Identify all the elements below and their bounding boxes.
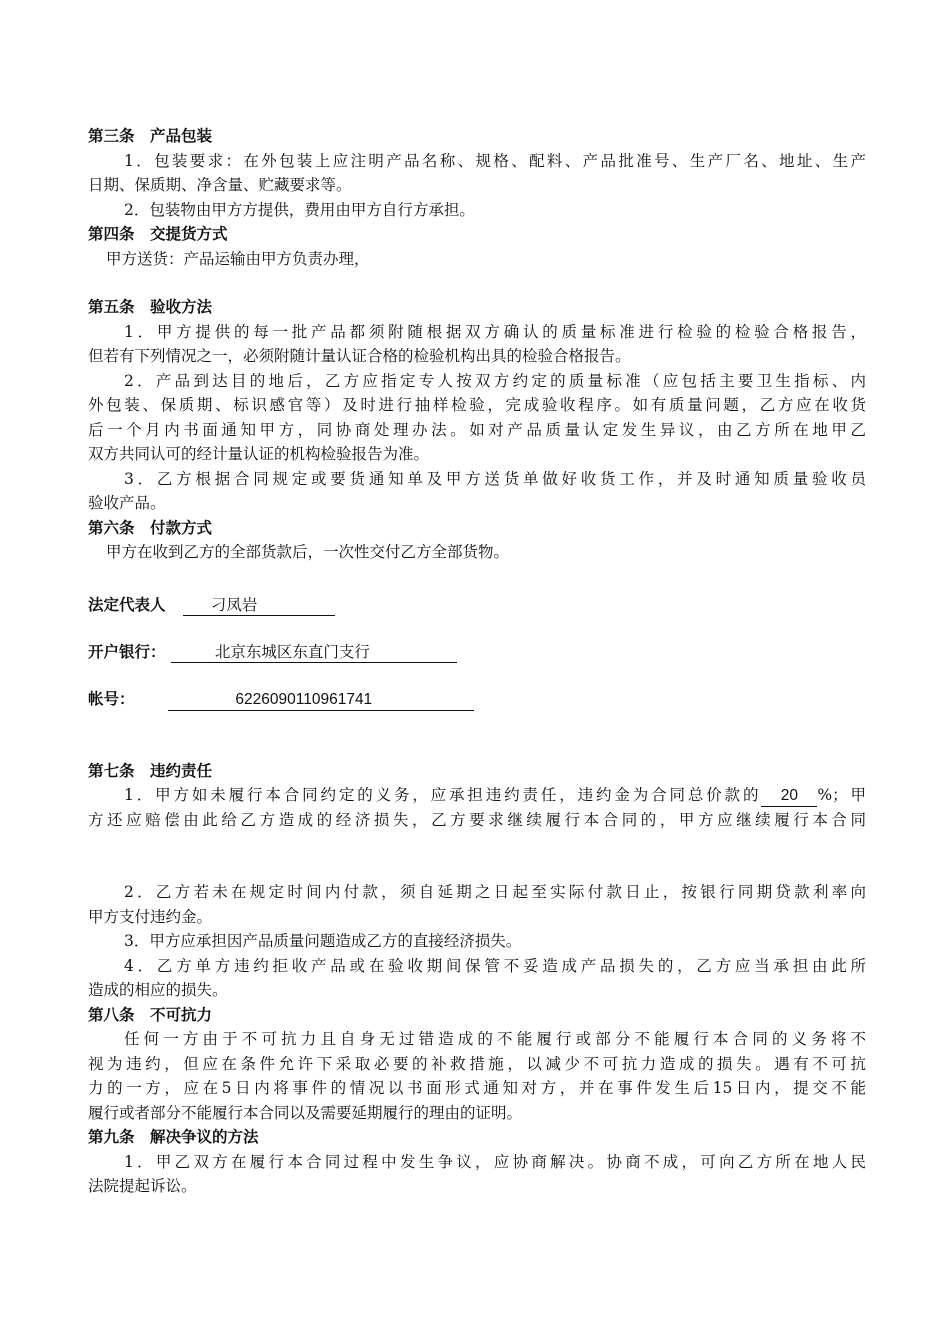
article-7-item-4-line-2: 造成的相应的损失。 [88,981,228,999]
article-5-item-1-line-1: 1．甲方提供的每一批产品都须附随根据双方确认的质量标准进行检验的检验合格报告， [124,322,866,341]
spacer [88,832,866,880]
article-7-heading: 第七条 违约责任 [88,761,213,780]
article-7-item-1-text-tail: %；甲 [817,786,866,804]
article-8-line-3: 力的一方，应在5日内将事件的情况以书面形式通知对方，并在事件发生后15日内，提交不能 [88,1079,866,1097]
article-6-heading: 第六条 付款方式 [88,518,213,537]
article-8-line-4: 履行或者部分不能履行本合同以及需要延期履行的理由的证明。 [88,1103,523,1122]
article-7-item-2-line-1: 2．乙方若未在规定时间内付款，须自延期之日起至实际付款日止，按银行同期贷款利率向 [124,883,866,901]
bank-label: 开户银行： [88,642,166,661]
article-5-item-1-line-2: 但若有下列情况之一，必须附随计量认证合格的检验机构出具的检验合格报告。 [88,347,631,365]
legal-representative-value: 刁凤岩 [183,595,335,616]
article-7-item-3: 3．甲方应承担因产品质量问题造成乙方的直接经济损失。 [124,932,522,950]
article-5-item-3-line-2: 验收产品。 [88,494,166,512]
account-label: 帐号： [88,689,135,708]
article-7-item-2-line-2: 甲方支付违约金。 [88,907,213,926]
article-4-heading: 第四条 交提货方式 [88,225,228,243]
article-5-heading: 第五条 验收方法 [88,298,213,316]
spacer [88,711,866,759]
article-6-paragraph: 甲方在收到乙方的全部货款后，一次性交付乙方全部货物。 [106,543,510,561]
article-5-item-2-line-2: 外包装、保质期、标识感官等）及时进行抽样检验，完成验收程序。如有质量问题，乙方应在收货 [88,396,866,414]
legal-representative-label: 法定代表人 [88,595,166,614]
spacer [88,617,866,640]
article-7-item-4-line-1: 4．乙方单方违约拒收产品或在验收期间保管不妥造成产品损失的，乙方应当承担由此所 [124,956,866,975]
article-9-item-1-line-1: 1．甲乙双方在履行本合同过程中发生争议，应协商解决。协商不成，可向乙方所在地人民 [124,1152,866,1171]
legal-representative-row [88,593,866,617]
article-8-line-1: 任何一方由于不可抗力且自身无过错造成的不能履行或部分不能履行本合同的义务将不 [124,1030,866,1048]
bank-value: 北京东城区东直门支行 [171,642,457,663]
contract-body [88,124,866,1199]
account-value: 6226090110961741 [168,690,474,711]
spacer [88,565,866,593]
bank-row [88,640,866,664]
article-8-heading: 第八条 不可抗力 [88,1005,213,1024]
article-5-item-2-line-3: 后一个月内书面通知甲方，同协商处理办法。如对产品质量认定发生异议，由乙方所在地甲乙 [88,420,866,439]
article-9-heading: 第九条 解决争议的方法 [88,1128,259,1146]
article-7-item-1-line-1 [88,783,866,808]
article-5-item-2-line-1: 2．产品到达目的地后，乙方应指定专人按双方约定的质量标准（应包括主要卫生指标、内 [124,371,866,390]
article-9-item-1-line-2: 法院提起诉讼。 [88,1177,197,1195]
article-7-item-1-line-2: 方还应赔偿由此给乙方造成的经济损失，乙方要求继续履行本合同的，甲方应继续履行本合同 [88,810,866,829]
article-5-item-3-line-1: 3．乙方根据合同规定或要货通知单及甲方送货单做好收货工作，并及时通知质量验收员 [124,469,866,488]
article-8-line-2: 视为违约，但应在条件允许下采取必要的补救措施，以减少不可抗力造成的损失。遇有不可抗 [88,1054,866,1073]
article-7-item-1-text: 1．甲方如未履行本合同约定的义务，应承担违约责任，违约金为合同总价款的 [124,786,762,804]
account-row [88,687,866,711]
spacer [88,271,866,295]
article-3-item-2: 2．包装物由甲方方提供，费用由甲方自行方承担。 [124,200,475,219]
article-3-heading: 第三条 产品包装 [88,127,213,145]
article-5-item-2-line-4: 双方共同认可的经计量认证的机构检验报告为准。 [88,445,430,463]
article-4-paragraph: 甲方送货：产品运输由甲方负责办理， [106,249,370,268]
penalty-rate-value: 20 [761,786,817,807]
article-3-item-1-line-1: 1．包装要求：在外包装上应注明产品名称、规格、配料、产品批准号、生产厂名、地址、生产 [124,151,866,170]
article-3-item-1-line-2: 日期、保质期、净含量、贮藏要求等。 [88,176,352,194]
spacer [88,664,866,687]
